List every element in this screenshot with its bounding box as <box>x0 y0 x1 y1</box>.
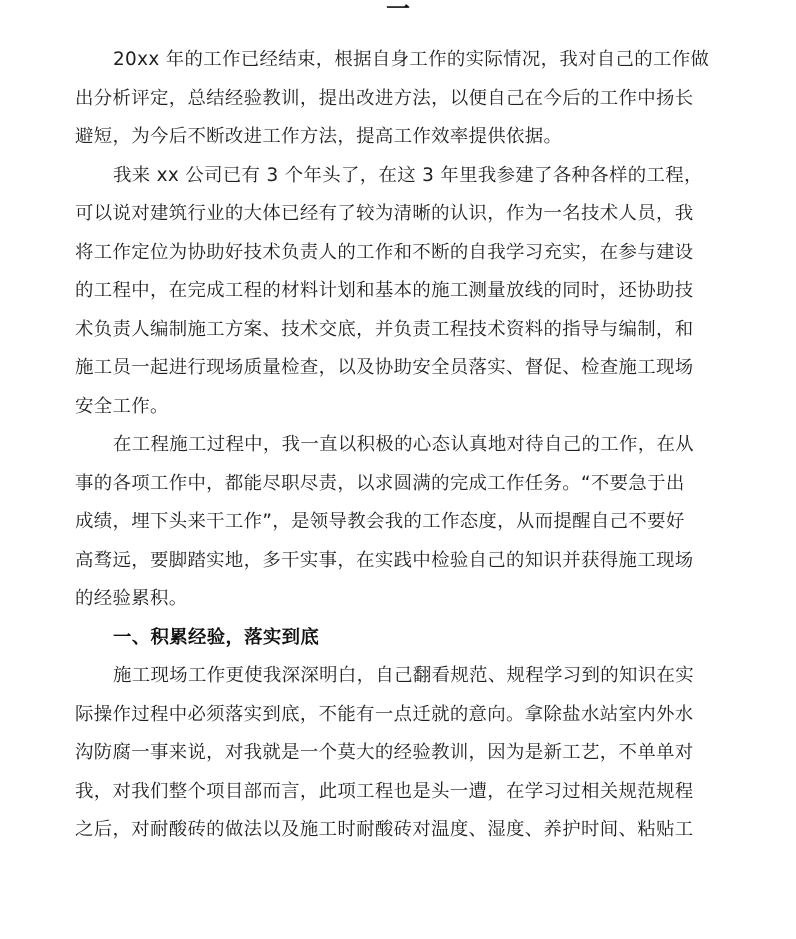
text-line: 施工现场工作更使我深深明白，自己翻看规范、规程学习到的知识在实 <box>113 665 694 686</box>
text-line: 施工员一起进行现场质量检查，以及协助安全员落实、督促、检查施工现场 <box>75 357 694 378</box>
text-line: 的工程中，在完成工程的材料计划和基本的施工测量放线的同时，还协助技 <box>75 280 694 301</box>
text-line: 高骛远，要脚踏实地，多干实事，在实践中检验自己的知识并获得施工现场 <box>75 549 694 571</box>
text-line: 20xx 年的工作已经结束，根据自身工作的实际情况，我对自己的工作做 <box>113 49 710 70</box>
text-line: 在工程施工过程中，我一直以积极的心态认真地对待自己的工作，在从 <box>113 434 694 455</box>
text-line: 际操作过程中必须落实到底，不能有一点迁就的意向。拿除盐水站室内外水 <box>75 703 694 725</box>
text-line: 我，对我们整个项目部而言，此项工程也是头一遭，在学习过相关规范规程 <box>75 780 694 802</box>
section-heading: 一、积累经验，落实到底 <box>113 626 320 648</box>
text-line: 成绩，埋下头来干工作”，是领导教会我的工作态度，从而提醒自己不要好 <box>75 511 685 532</box>
section-number: 一 <box>386 0 410 23</box>
text-line: 事的各项工作中，都能尽职尽责，以求圆满的完成工作任务。“不要急于出 <box>75 472 685 494</box>
text-line: 将工作定位为协助好技术负责人的工作和不断的自我学习充实，在参与建设 <box>75 241 694 263</box>
text-line: 术负责人编制施工方案、技术交底，并负责工程技术资料的指导与编制，和 <box>75 318 694 340</box>
text-line: 安全工作。 <box>75 395 169 417</box>
text-line: 避短，为今后不断改进工作方法，提高工作效率提供依据。 <box>75 126 563 147</box>
text-line: 的经验累积。 <box>75 588 188 609</box>
text-line: 可以说对建筑行业的大体已经有了较为清晰的认识，作为一名技术人员，我 <box>75 203 694 224</box>
text-line: 我来 xx 公司已有 3 个年头了，在这 3 年里我参建了各种各样的工程， <box>113 164 703 186</box>
text-line: 沟防腐一事来说，对我就是一个莫大的经验教训，因为是新工艺，不单单对 <box>75 742 694 763</box>
document-body <box>75 41 727 850</box>
text-line: 之后，对耐酸砖的做法以及施工时耐酸砖对温度、湿度、养护时间、粘贴工 <box>75 819 694 840</box>
text-line: 出分析评定，总结经验教训，提出改进方法，以便自己在今后的工作中扬长 <box>75 87 694 109</box>
